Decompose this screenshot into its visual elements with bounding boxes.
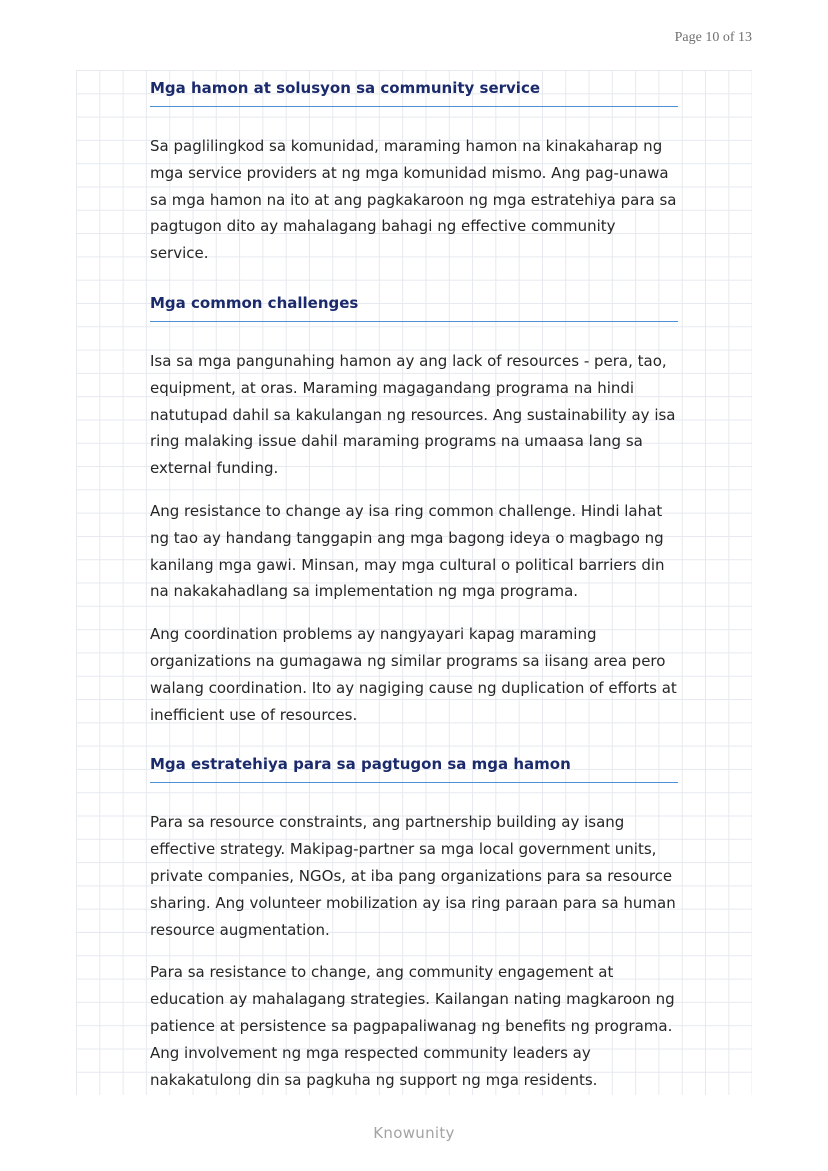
section-common-challenges bbox=[150, 289, 678, 728]
section-heading: Mga common challenges bbox=[150, 289, 678, 322]
brand-footer: Knowunity bbox=[373, 1124, 455, 1142]
section-heading: Mga hamon at solusyon sa community service bbox=[150, 74, 678, 107]
document-body bbox=[150, 74, 678, 1093]
paragraph: Para sa resource constraints, ang partnership building ay isang effective strategy. Makipag-partner sa mga local government units, private companies, NGOs, at iba pang organizations para sa resource sharing. Ang volunteer mobilization ay isa ring paraan para sa human resource augmentation. bbox=[150, 813, 676, 939]
section-heading: Mga estratehiya para sa pagtugon sa mga hamon bbox=[150, 750, 678, 783]
paragraph: Sa paglilingkod sa komunidad, maraming hamon na kinakaharap ng mga service providers at ng mga komunidad mismo. Ang pag-unawa sa mga hamon na ito at ang pagkakaroon ng mga estratehiya para sa pagtugon dito ay mahalagang bahagi ng effective community service. bbox=[150, 137, 677, 263]
page-number: Page 10 of 13 bbox=[674, 30, 752, 45]
section-hamon-at-solusyon bbox=[150, 74, 678, 267]
paragraph: Para sa resistance to change, ang community engagement at education ay mahalagang strategies. Kailangan nating magkaroon ng patience at persistence sa pagpapaliwanag ng benefits ng programa. Ang involvement ng mga respected community leaders ay nakakatulong din sa pagkuha ng support ng mga residents. bbox=[150, 963, 675, 1089]
paragraph: Ang coordination problems ay nangyayari kapag maraming organizations na gumagawa ng similar programs sa iisang area pero walang coordination. Ito ay nagiging cause ng duplication of efforts at inefficient use of resources. bbox=[150, 625, 677, 724]
section-estratehiya bbox=[150, 750, 678, 1093]
paragraph: Isa sa mga pangunahing hamon ay ang lack of resources - pera, tao, equipment, at oras. Maraming magagandang programa na hindi natutupad dahil sa kakulangan ng resources. Ang sustainability ay isa ring malaking issue dahil maraming programs na umaasa lang sa external funding. bbox=[150, 351, 676, 478]
paragraph: Ang resistance to change ay isa ring common challenge. Hindi lahat ng tao ay handang tanggapin ang mga bagong ideya o magbago ng kanilang mga gawi. Minsan, may mga cultural o political barriers din na nakakahadlang sa implementation ng mga programa. bbox=[150, 501, 665, 601]
